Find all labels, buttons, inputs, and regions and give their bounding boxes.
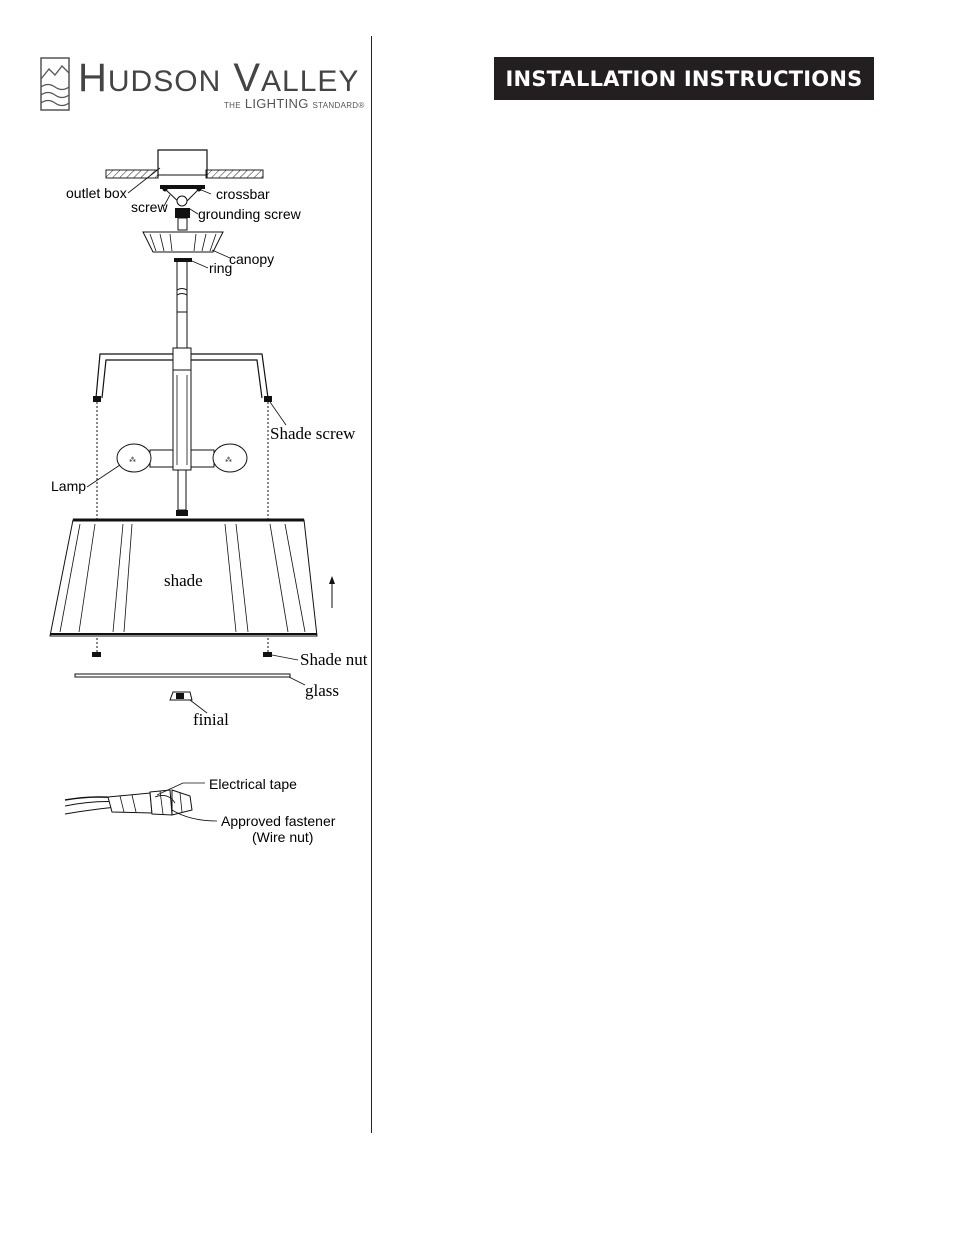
- brand-name: HUDSON VALLEY: [78, 56, 360, 100]
- stem: [177, 262, 187, 350]
- finial: [170, 692, 192, 700]
- fixture-diagram: [0, 0, 372, 880]
- label-crossbar: crossbar: [216, 186, 270, 202]
- label-shade-nut: Shade nut: [300, 650, 368, 669]
- glass: [75, 674, 290, 677]
- label-approved-fastener: Approved fastener: [221, 813, 336, 829]
- ceiling: [106, 170, 263, 178]
- page-title-banner: [494, 57, 874, 100]
- label-finial: finial: [193, 710, 229, 729]
- label-canopy: canopy: [229, 251, 275, 267]
- label-shade: shade: [164, 571, 203, 590]
- ring: [174, 258, 192, 262]
- canopy: [143, 232, 223, 252]
- label-outlet-box: outlet box: [66, 185, 127, 201]
- label-grounding-screw: grounding screw: [198, 206, 301, 222]
- label-glass: glass: [305, 681, 339, 700]
- label-lamp: Lamp: [51, 478, 87, 494]
- outlet-box: [158, 150, 207, 178]
- shade-nut-right: [263, 652, 272, 657]
- label-screw: screw: [131, 199, 168, 215]
- label-shade-screw: Shade screw: [270, 424, 356, 443]
- wire-splice-diagram: [65, 783, 217, 821]
- svg-text:⁂: ⁂: [225, 457, 232, 464]
- page-title: INSTALLATION INSTRUCTIONS: [505, 66, 863, 91]
- label-electrical-tape: Electrical tape: [209, 776, 297, 792]
- label-wire-nut: (Wire nut): [252, 829, 314, 845]
- label-ring: ring: [209, 260, 233, 276]
- fixture-body: [173, 348, 191, 516]
- shade-nut-left: [92, 652, 101, 657]
- brand-tagline: THE LIGHTING STANDARD®: [224, 96, 365, 111]
- svg-text:⁂: ⁂: [129, 457, 136, 464]
